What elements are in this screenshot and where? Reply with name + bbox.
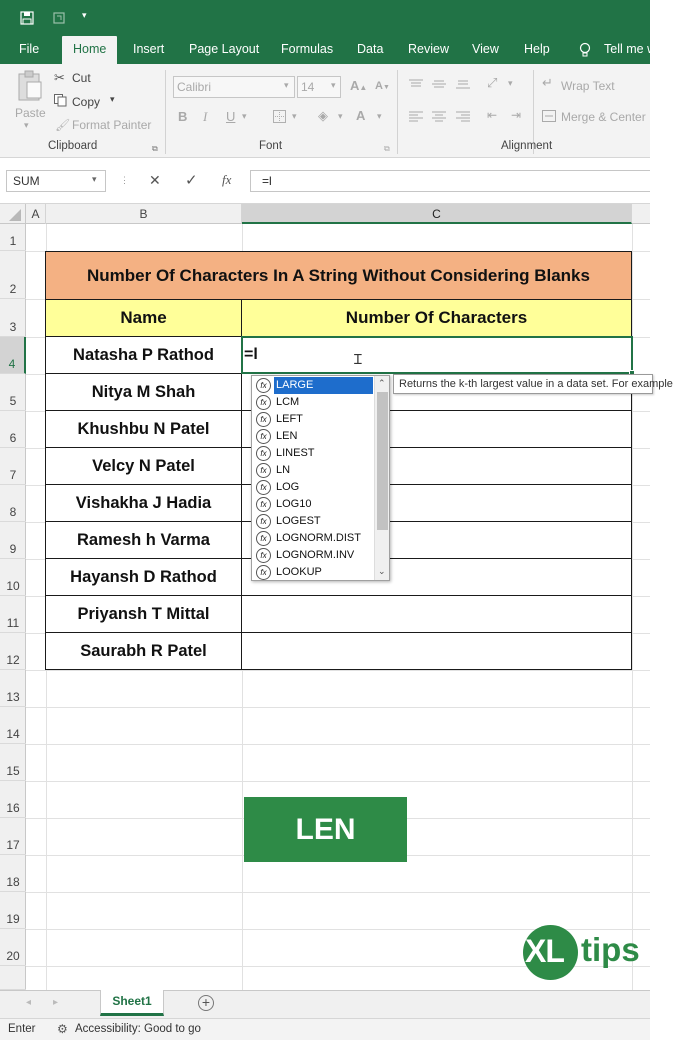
name-cell[interactable]: Ramesh h Varma [45,521,242,559]
merge-center-button[interactable]: Merge & Center [561,110,646,124]
tab-view[interactable]: View [472,42,499,56]
add-sheet-icon[interactable]: + [198,995,214,1011]
bottom-align-icon[interactable] [456,78,470,90]
grid-row-line [26,744,650,745]
autocomplete-item-label: LEFT [276,413,303,425]
alignment-group-label: Alignment [501,140,553,152]
name-cell[interactable]: Priyansh T Mittal [45,595,242,633]
autocomplete-item[interactable] [255,445,373,462]
fill-color-icon[interactable]: ◈ [318,108,328,123]
name-cell[interactable]: Nitya M Shah [45,373,242,411]
autocomplete-item[interactable] [255,564,373,581]
row-header-1[interactable]: 1 [0,224,26,251]
autocomplete-item[interactable] [255,462,373,479]
xltips-logo [523,925,643,983]
copy-button[interactable]: Copy [72,95,101,109]
borders-icon[interactable] [273,110,286,123]
function-icon: fx [256,395,271,410]
underline-button[interactable]: U [226,109,236,124]
font-dialog-launcher-icon[interactable]: ⧉ [384,144,390,153]
autocomplete-item-label: LINEST [276,447,315,459]
top-align-icon[interactable] [409,78,423,88]
row-header-19[interactable]: 19 [0,892,26,929]
row-header-11[interactable]: 11 [0,596,26,633]
select-all-corner[interactable] [0,204,26,224]
column-header-b[interactable]: B [46,204,242,224]
accessibility-icon: ⚙ [57,1022,68,1036]
orientation-icon[interactable]: ⤢ [487,75,498,90]
function-autocomplete[interactable] [251,375,390,581]
borders-dropdown-icon[interactable]: ▾ [292,111,297,121]
text-cursor-icon: Ɪ [354,351,362,367]
row-header-13[interactable]: 13 [0,670,26,707]
autocomplete-item-label: LCM [276,396,300,408]
align-center-icon[interactable] [432,111,446,123]
row-header-16[interactable]: 16 [0,781,26,818]
insert-function-button[interactable]: fx [222,172,232,187]
scroll-down-icon[interactable]: ⌄ [378,566,386,576]
merge-center-icon [542,110,556,122]
ribbon-tabs [0,36,657,64]
decrease-indent-icon[interactable]: ⇤ [487,108,498,122]
name-cell[interactable]: Saurabh R Patel [45,632,242,670]
name-box[interactable]: SUM [6,170,106,192]
align-left-icon[interactable] [409,111,423,123]
italic-button[interactable]: I [203,109,208,124]
row-header-3[interactable]: 3 [0,299,26,337]
function-icon: fx [256,497,271,512]
name-cell[interactable]: Natasha P Rathod [45,336,242,374]
cut-button[interactable]: Cut [72,71,91,85]
function-icon: fx [256,412,271,427]
len-banner: LEN [244,797,407,862]
row-header-17[interactable]: 17 [0,818,26,855]
function-icon: fx [256,480,271,495]
tell-me-search[interactable]: Tell me w [604,42,657,56]
cut-icon: ✂ [54,70,65,85]
paste-icon[interactable] [15,70,45,102]
column-headers [0,204,650,224]
sheet-tab-sheet1[interactable]: Sheet1 [100,990,164,1016]
enter-formula-button[interactable]: ✓ [185,172,198,189]
row-header-10[interactable]: 10 [0,559,26,596]
autocomplete-item[interactable] [255,496,373,513]
prev-sheet-icon[interactable]: ◂ [26,997,32,1008]
logo-xl: XL [525,933,564,969]
grid-row-line [26,670,650,671]
header-name[interactable]: Name [45,299,242,337]
row-header-14[interactable]: 14 [0,707,26,744]
scroll-up-icon[interactable]: ⌃ [378,378,386,388]
table-title[interactable]: Number Of Characters In A String Without Considering Blanks [45,251,632,300]
row-header-15[interactable]: 15 [0,744,26,781]
dialog-launcher-icon[interactable]: ⧉ [152,144,158,153]
autocomplete-item-label: LARGE [274,377,373,394]
autocomplete-item[interactable] [255,479,373,496]
font-group-label: Font [259,140,283,152]
count-cell[interactable] [241,632,632,670]
row-header-12[interactable]: 12 [0,633,26,670]
title-bar [0,0,650,36]
autocomplete-item-label: LOOKUP [276,566,322,578]
tab-home[interactable]: Home [62,36,117,64]
format-painter-icon: 🖌 [55,118,71,132]
status-mode: Enter [8,1023,36,1035]
autocomplete-item-label: LOGNORM.DIST [276,532,361,544]
font-color-dropdown-icon[interactable]: ▾ [377,111,382,121]
function-icon: fx [256,565,271,580]
autocomplete-item[interactable] [255,411,373,428]
row-header-7[interactable]: 7 [0,448,26,485]
autocomplete-item-label: LEN [276,430,298,442]
autocomplete-item[interactable] [255,547,373,564]
font-size-box[interactable]: 14 [297,76,341,98]
row-header-8[interactable]: 8 [0,485,26,522]
tab-page-layout[interactable]: Page Layout [189,42,260,56]
count-cell[interactable] [241,595,632,633]
row-header-2[interactable]: 2 [0,251,26,299]
tab-insert[interactable]: Insert [133,42,165,56]
active-cell-input: =l [244,346,258,363]
autocomplete-item-label: LOG [276,481,300,493]
name-cell[interactable]: Velcy N Patel [45,447,242,485]
grid-row-line [26,781,650,782]
name-cell[interactable]: Hayansh D Rathod [45,558,242,596]
orientation-dropdown-icon[interactable]: ▾ [508,78,513,88]
customize-icon[interactable]: ▾ [82,10,87,20]
align-right-icon[interactable] [456,111,470,123]
format-painter-button[interactable]: Format Painter [72,118,152,132]
formula-input[interactable]: =l [250,170,650,192]
tab-formulas[interactable]: Formulas [281,42,334,56]
row-header-18[interactable]: 18 [0,855,26,892]
autocomplete-item-label: LOGNORM.INV [276,549,355,561]
font-size-dropdown-icon[interactable]: ▾ [331,80,336,90]
autocomplete-item[interactable] [255,513,373,530]
accessibility-status[interactable]: Accessibility: Good to go [75,1023,201,1035]
function-icon: fx [256,531,271,546]
undo-icon[interactable] [52,11,66,25]
active-cell[interactable] [241,336,633,374]
font-name-dropdown-icon[interactable]: ▾ [284,80,289,90]
clipboard-group-label: Clipboard [48,140,98,152]
tab-data[interactable]: Data [357,42,384,56]
name-cell[interactable]: Vishakha J Hadia [45,484,242,522]
home-ribbon [0,64,650,158]
row-header-4[interactable]: 4 [0,337,26,374]
function-icon: fx [256,429,271,444]
header-number-of-characters[interactable]: Number Of Characters [241,299,632,337]
name-cell[interactable]: Khushbu N Patel [45,410,242,448]
lightbulb-icon [579,42,591,58]
logo-tips: tips [581,931,640,968]
row-header-9[interactable]: 9 [0,522,26,559]
sheet-tab-bar [0,990,650,1018]
wrap-text-icon: ↵ [542,75,553,90]
increase-font-icon[interactable]: A▲ [350,78,368,93]
font-color-icon[interactable]: A [356,108,366,123]
column-header-a[interactable]: A [26,204,46,224]
autocomplete-item-label: LOGEST [276,515,321,527]
font-name-box[interactable]: Calibri [173,76,295,98]
row-header-5[interactable]: 5 [0,374,26,411]
save-icon[interactable] [20,11,34,25]
name-box-dropdown-icon[interactable]: ▾ [92,174,97,184]
row-headers [0,224,26,990]
grid-row-line [26,707,650,708]
autocomplete-item[interactable] [255,530,373,547]
tab-file[interactable]: File [19,42,40,56]
row-header-20[interactable]: 20 [0,929,26,966]
function-tooltip: Returns the k-th largest value in a data set. For example [393,374,653,394]
cancel-formula-button[interactable]: ✕ [149,172,161,188]
function-icon: fx [256,378,271,393]
increase-indent-icon[interactable]: ⇥ [511,108,522,122]
copy-icon [54,94,67,107]
autocomplete-item[interactable] [255,377,373,394]
scrollbar-thumb[interactable] [377,392,388,530]
more-options-icon: ⋮ [120,175,129,185]
next-sheet-icon[interactable]: ▸ [53,997,59,1008]
formula-row [0,158,650,204]
autocomplete-item[interactable] [255,394,373,411]
autocomplete-scrollbar[interactable] [374,376,389,580]
row-header-6[interactable]: 6 [0,411,26,448]
underline-dropdown-icon[interactable]: ▾ [242,111,247,121]
middle-align-icon[interactable] [432,78,446,88]
wrap-text-button[interactable]: Wrap Text [561,79,615,93]
autocomplete-item-label: LOG10 [276,498,312,510]
paste-button[interactable]: Paste [15,106,46,120]
copy-dropdown-icon[interactable]: ▾ [110,94,115,104]
autocomplete-item-label: LN [276,464,291,476]
paste-dropdown-icon[interactable]: ▾ [24,120,29,130]
status-bar [0,1018,650,1040]
column-header-c[interactable]: C [242,204,632,224]
function-icon: fx [256,548,271,563]
row-header-partial[interactable] [0,966,26,990]
autocomplete-item[interactable] [255,428,373,445]
function-icon: fx [256,446,271,461]
function-icon: fx [256,514,271,529]
tab-review[interactable]: Review [408,42,449,56]
function-icon: fx [256,463,271,478]
decrease-font-icon[interactable]: A▼ [375,80,390,92]
grid-row-line [26,892,650,893]
bold-button[interactable]: B [178,109,188,124]
tab-help[interactable]: Help [524,42,550,56]
fill-color-dropdown-icon[interactable]: ▾ [338,111,343,121]
